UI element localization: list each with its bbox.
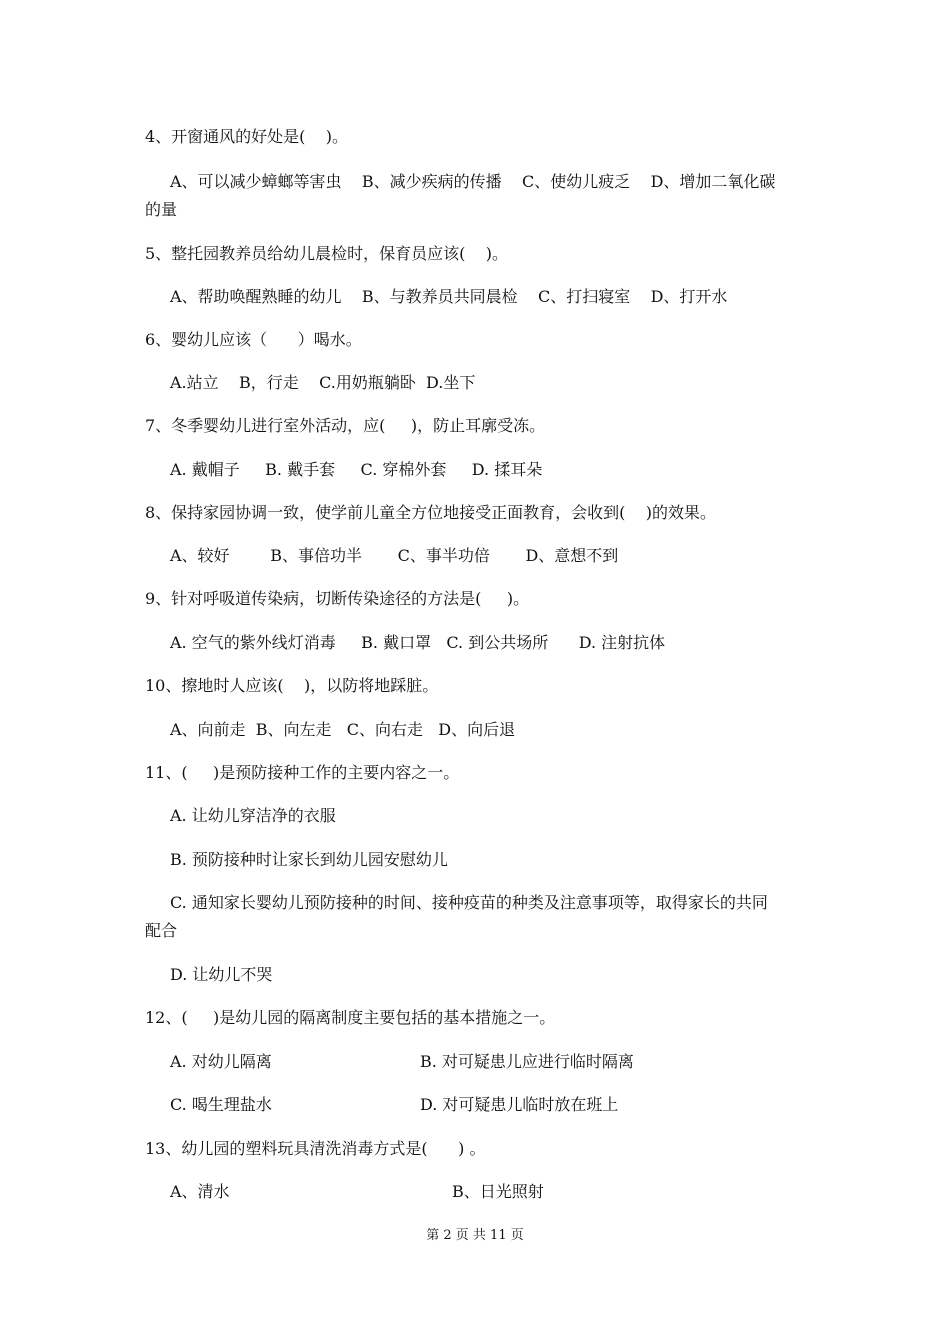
question-11-option-b: B. 预防接种时让家长到幼儿园安慰幼儿	[170, 850, 448, 869]
question-9: 9、针对呼吸道传染病，切断传染途径的方法是( )。	[145, 589, 530, 608]
question-4-options-continued: 的量	[145, 200, 178, 219]
question-5-options: A、帮助唤醒熟睡的幼儿 B、与教养员共同晨检 C、打扫寝室 D、打开水	[170, 287, 728, 306]
question-12-option-c: C. 喝生理盐水	[170, 1095, 272, 1114]
question-12: 12、( )是幼儿园的隔离制度主要包括的基本措施之一。	[145, 1008, 556, 1027]
question-12-option-a: A. 对幼儿隔离	[170, 1052, 272, 1071]
question-6-options: A.站立 B，行走 C.用奶瓶躺卧 D.坐下	[170, 373, 476, 392]
question-9-options: A. 空气的紫外线灯消毒 B. 戴口罩 C. 到公共场所 D. 注射抗体	[170, 633, 666, 652]
question-8: 8、保持家园协调一致，使学前儿童全方位地接受正面教育，会收到( )的效果。	[145, 503, 717, 522]
question-11-option-d: D. 让幼儿不哭	[170, 965, 273, 984]
question-13: 13、幼儿园的塑料玩具清洗消毒方式是( ) 。	[145, 1139, 486, 1158]
question-10: 10、擦地时人应该( )，以防将地踩脏。	[145, 676, 439, 695]
question-8-options: A、较好 B、事倍功半 C、事半功倍 D、意想不到	[170, 546, 619, 565]
question-5: 5、整托园教养员给幼儿晨检时，保育员应该( )。	[145, 244, 509, 263]
page-footer: 第 2 页 共 11 页	[426, 1228, 524, 1243]
question-10-options: A、向前走 B、向左走 C、向右走 D、向后退	[170, 720, 516, 739]
question-4: 4、开窗通风的好处是( )。	[145, 127, 349, 146]
question-11-option-c: C. 通知家长婴幼儿预防接种的时间、接种疫苗的种类及注意事项等，取得家长的共同	[170, 893, 768, 912]
question-4-options: A、可以减少蟑螂等害虫 B、减少疾病的传播 C、使幼儿疲乏 D、增加二氧化碳	[170, 172, 776, 191]
question-13-option-b: B、日光照射	[452, 1182, 544, 1201]
question-12-option-b: B. 对可疑患儿应进行临时隔离	[420, 1052, 634, 1071]
question-11: 11、( )是预防接种工作的主要内容之一。	[145, 763, 460, 782]
question-13-option-a: A、清水	[170, 1182, 230, 1201]
question-11-option-c-continued: 配合	[145, 921, 178, 940]
question-7: 7、冬季婴幼儿进行室外活动，应( )，防止耳廓受冻。	[145, 416, 546, 435]
question-12-option-d: D. 对可疑患儿临时放在班上	[420, 1095, 619, 1114]
question-7-options: A. 戴帽子 B. 戴手套 C. 穿棉外套 D. 揉耳朵	[170, 460, 543, 479]
question-6: 6、婴幼儿应该（ ）喝水。	[145, 330, 362, 349]
question-11-option-a: A. 让幼儿穿洁净的衣服	[170, 806, 336, 825]
